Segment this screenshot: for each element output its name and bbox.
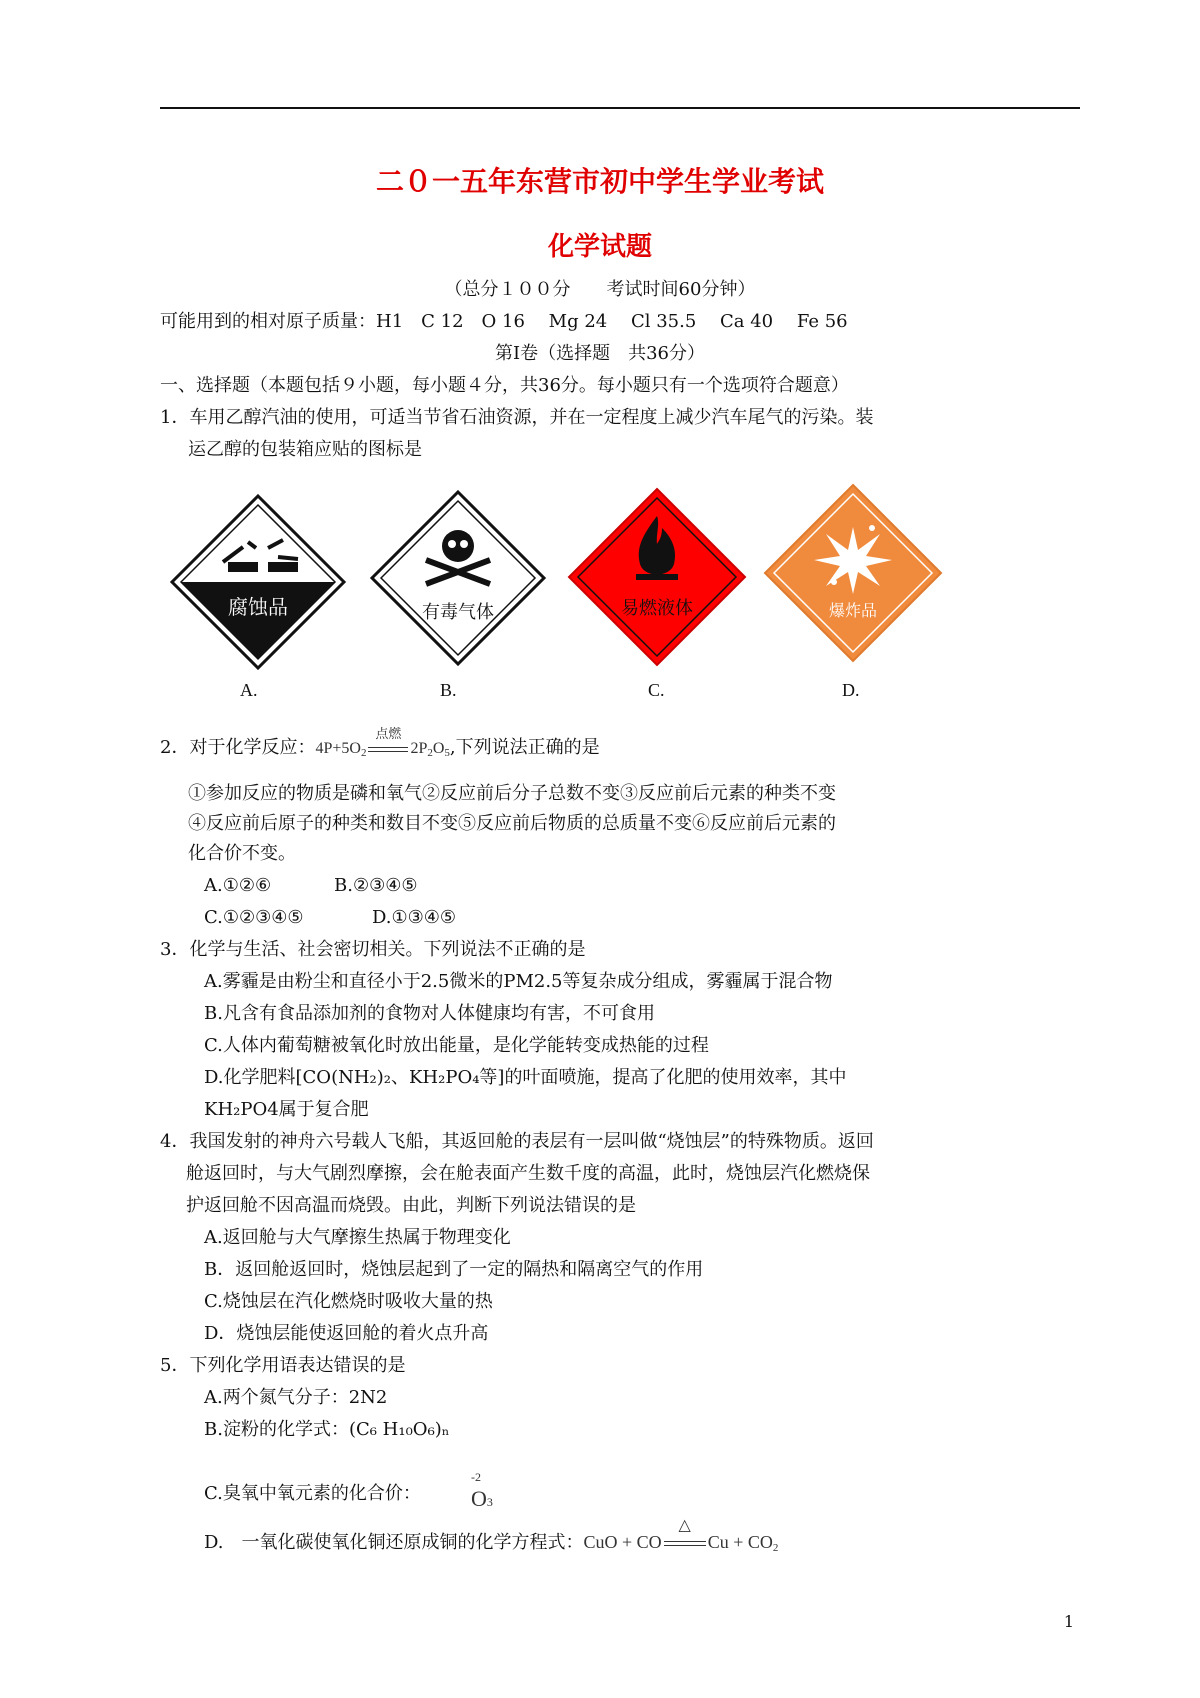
- q5-eq-left: CuO + CO: [583, 1532, 662, 1552]
- q2-formula-sub1: 2: [360, 747, 367, 759]
- exam-info: （总分１００分 考试时间60分钟）: [444, 279, 756, 300]
- option-d-label: D.: [842, 680, 860, 700]
- explosive-sign-icon[interactable]: [762, 482, 944, 664]
- q5-valence: -2: [471, 1470, 481, 1484]
- q2-suffix: ,下列说法正确的是: [449, 737, 600, 758]
- q4-option-a[interactable]: A.返回舱与大气摩擦生热属于物理变化: [204, 1227, 511, 1248]
- q3-option-d-line2: KH₂PO4属于复合肥: [204, 1099, 369, 1120]
- q2-formula-right: 2P: [410, 740, 428, 757]
- q5-option-d[interactable]: [204, 1517, 779, 1560]
- q5-option-b[interactable]: B.淀粉的化学式：(C₆ H₁₀O₆)ₙ: [204, 1419, 450, 1440]
- q3-stem: 3．化学与生活、社会密切相关。下列说法不正确的是: [160, 939, 586, 960]
- q4-stem-line3: 护返回舱不因高温而烧毁。由此，判断下列说法错误的是: [186, 1195, 636, 1216]
- q4-option-b[interactable]: B．返回舱返回时，烧蚀层起到了一定的隔热和隔离空气的作用: [204, 1259, 704, 1280]
- q5-option-d-text: D. 一氧化碳使氧化铜还原成铜的化学方程式：: [204, 1532, 584, 1553]
- q2-condition-arrow: [366, 727, 410, 761]
- page-number: 1: [1063, 1612, 1074, 1631]
- q5-ozone-o: O: [471, 1486, 487, 1511]
- q2-equation: [315, 727, 450, 759]
- q2-option-c[interactable]: C.①②③④⑤: [204, 907, 304, 928]
- q3-option-a[interactable]: A.雾霾是由粉尘和直径小于2.5微米的PM2.5等复杂成分组成，雾霾属于混合物: [204, 971, 833, 992]
- q4-option-d[interactable]: D．烧蚀层能使返回舱的着火点升高: [204, 1323, 489, 1344]
- exam-subtitle: 化学试题: [547, 232, 652, 262]
- flammable-liquid-sign-icon[interactable]: [566, 486, 748, 668]
- header-rule: [160, 107, 1080, 109]
- q2-stem: [160, 727, 600, 765]
- section-heading: 一、选择题（本题包括９小题，每小题４分，共36分。每小题只有一个选项符合题意）: [160, 375, 849, 396]
- q2-formula-o: O: [432, 740, 445, 757]
- q1-stem-line2: 运乙醇的包装箱应贴的图标是: [188, 439, 422, 460]
- q5-stem: 5．下列化学用语表达错误的是: [160, 1355, 406, 1376]
- q2-prefix: 2．对于化学反应：: [160, 737, 316, 758]
- q4-stem-line2: 舱返回时，与大气剧烈摩擦，会在舱表面产生数千度的高温，此时，烧蚀层汽化燃烧保: [186, 1163, 870, 1184]
- q2-condition: 点燃: [375, 727, 402, 742]
- q2-statement-1: ①参加反应的物质是磷和氧气②反应前后分子总数不变③反应前后元素的种类不变: [188, 783, 836, 804]
- q2-option-d[interactable]: D.①③④⑤: [372, 907, 457, 928]
- toxic-gas-sign-icon[interactable]: [368, 488, 548, 668]
- q2-statement-2: ④反应前后原子的种类和数目不变⑤反应前后物质的总质量不变⑥反应前后元素的: [188, 813, 836, 834]
- sign-b-text: 有毒气体: [422, 602, 494, 623]
- q2-formula-sub2: 2: [427, 747, 433, 759]
- q3-option-b[interactable]: B.凡含有食品添加剂的食物对人体健康均有害，不可食用: [204, 1003, 655, 1024]
- sign-a-text: 腐蚀品: [228, 595, 288, 619]
- option-a-label: A.: [240, 680, 258, 700]
- q2-formula-sub3: 5: [444, 747, 450, 759]
- q5-eq-arrow: [662, 1517, 708, 1554]
- q5-ozone-sub: 3: [486, 1495, 493, 1509]
- sign-c-text: 易燃液体: [621, 598, 693, 619]
- option-c-label: C.: [648, 680, 665, 700]
- q5-option-a[interactable]: A.两个氮气分子：2N2: [204, 1387, 388, 1408]
- option-b-label: B.: [440, 680, 457, 700]
- part-heading: 第Ⅰ卷（选择题 共36分）: [494, 343, 705, 364]
- q2-formula-left: 4P+5O: [315, 740, 361, 757]
- q5-equation: [583, 1517, 779, 1554]
- q5-eq-right: Cu + CO: [707, 1532, 773, 1552]
- q2-option-a[interactable]: A.①②⑥: [204, 875, 272, 896]
- q1-stem-line1: 1．车用乙醇汽油的使用，可适当节省石油资源，并在一定程度上减少汽车尾气的污染。装: [160, 407, 874, 428]
- q4-option-c[interactable]: C.烧蚀层在汽化燃烧时吸收大量的热: [204, 1291, 493, 1312]
- q3-option-d-line1[interactable]: D.化学肥料[CO(NH₂)₂、KH₂PO₄等]的叶面喷施，提高了化肥的使用效率，其中: [204, 1067, 847, 1088]
- q4-stem-line1: 4．我国发射的神舟六号载人飞船，其返回舱的表层有一层叫做“烧蚀层”的特殊物质。返回: [160, 1131, 874, 1152]
- exam-title: 二０一五年东营市初中学生学业考试: [375, 165, 824, 198]
- q2-option-b[interactable]: B.②③④⑤: [334, 875, 418, 896]
- q5-eq-sub: 2: [772, 1542, 779, 1554]
- sign-d-text: 爆炸品: [828, 601, 878, 620]
- atomic-masses: 可能用到的相对原子质量：H1 C 12 O 16 Mg 24 Cl 35.5 Ca 40 Fe 56: [160, 311, 848, 332]
- q5-eq-condition: △: [678, 1517, 691, 1534]
- q5-option-c[interactable]: C.臭氧中氧元素的化合价：: [204, 1483, 421, 1504]
- q2-statement-3: 化合价不变。: [188, 843, 296, 864]
- q3-option-c[interactable]: C.人体内葡萄糖被氧化时放出能量，是化学能转变成热能的过程: [204, 1035, 709, 1056]
- corrosive-sign-icon[interactable]: [168, 492, 348, 672]
